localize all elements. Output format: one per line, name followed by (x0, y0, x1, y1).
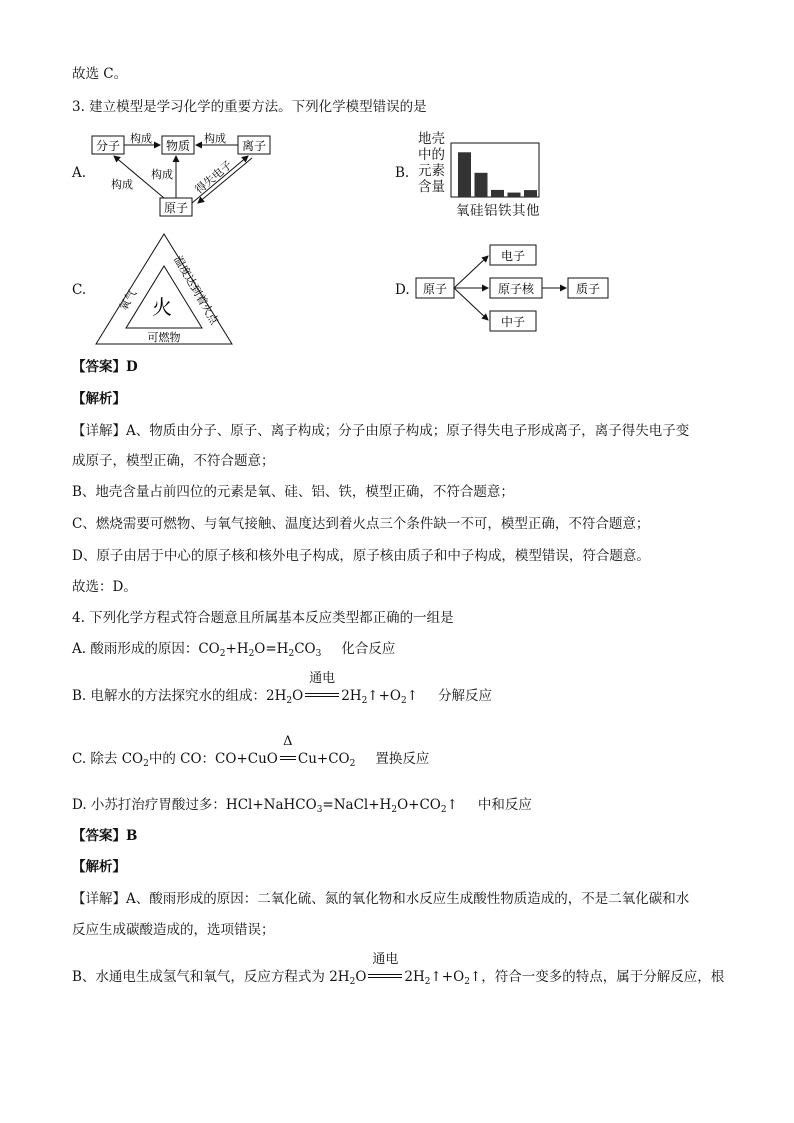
label-goucheng-4: 构成 (151, 168, 173, 181)
detail-3-line-3: B、地壳含量占前四位的元素是氧、硅、铝、铁，模型正确，不符合题意； (72, 484, 514, 500)
chart-ylabel-row: 元素 (418, 163, 445, 179)
detail-4-line-2: 反应生成碳酸造成的，选项错误； (72, 922, 275, 938)
question-4-stem: 4. 下列化学方程式符合题意且所属基本反应类型都正确的一组是 (72, 610, 454, 626)
node-lizi: 离子 (241, 139, 267, 153)
detail-4-line-3: B、水通电生成氢气和氧气，反应方程式为 $2H_2O$ 通电 $2H_2↑+O_2↑$，符合一变多的特点，属于分解反应，根 (72, 952, 725, 987)
fire-center-label: 火 (152, 295, 172, 319)
chart-ylabel-row: 含量 (418, 179, 445, 195)
label-goucheng-2: 构成 (204, 132, 226, 145)
analysis-4-heading: 【解析】 (72, 859, 126, 875)
temperature-side-label: 温度达到着火点 (171, 253, 221, 327)
option-c-letter: C. (72, 282, 87, 298)
option-4b: B. 电解水的方法探究水的组成：$2H_2O$ 通电 $2H_2↑+O_2↑$ 分解反应 (72, 671, 493, 706)
bar-硅 (475, 173, 488, 197)
option-4a: A. 酸雨形成的原因：$CO_2+H_2O=H_2CO_3$ 化合反应 (72, 641, 396, 659)
option-a-letter: A. (72, 165, 87, 181)
node-zhizi: 质子 (575, 282, 601, 296)
node-yuanzi: 原子 (163, 201, 189, 215)
label-deshi: 得失电子 (192, 158, 235, 197)
analysis-3-heading: 【解析】 (72, 391, 126, 407)
label-goucheng-1: 构成 (130, 132, 152, 145)
detail-3-line-5: D、原子由居于中心的原子核和核外电子构成，原子核由质子和中子构成，模型错误，符合题意。 (72, 548, 650, 564)
model-a-diagram (88, 130, 298, 222)
option-d-letter: D. (395, 282, 410, 298)
fuel-side-label: 可燃物 (147, 331, 181, 344)
chart-ylabel-row: 地壳 (418, 131, 445, 147)
chart-ylabel (418, 131, 448, 195)
answer-4: 【答案】B (72, 828, 138, 844)
fire-triangle-diagram (94, 232, 234, 346)
detail-3-line-1: 【详解】A、物质由分子、原子、离子构成；分子由原子构成；原子得失电子形成离子，离子得失电子变 (72, 423, 690, 439)
answer-3: 【答案】D (72, 359, 138, 375)
option-4c: C. 除去 $CO_2$中的 CO：CO+CuO Δ $Cu+CO_2$ 置换反应 (72, 734, 430, 769)
node-wuzhi: 物质 (165, 139, 191, 153)
atom-structure-diagram (412, 240, 612, 336)
question-3-stem: 3. 建立模型是学习化学的重要方法。下列化学模型错误的是 (72, 99, 427, 115)
node-yuanzihe: 原子核 (497, 282, 535, 296)
node-fenzi: 分子 (95, 139, 121, 153)
bar-其他 (524, 190, 537, 197)
detail-3-line-4: C、燃烧需要可燃物、与氧气接触、温度达到着火点三个条件缺一不可，模型正确，不符合题意； (72, 516, 650, 532)
detail-3-conclusion: 故选：D。 (72, 579, 137, 595)
node-dianzi: 电子 (500, 249, 526, 263)
bar-氧 (458, 152, 471, 197)
oxygen-side-label: 氧气 (116, 287, 140, 314)
crust-element-bar-chart (450, 142, 542, 200)
node-zhongzi: 中子 (500, 315, 526, 329)
bar-铁 (508, 193, 521, 197)
chart-ylabel-row: 中的 (418, 147, 445, 163)
bar-铝 (491, 190, 504, 197)
detail-4-line-1: 【详解】A、酸雨形成的原因：二氧化硫、氮的氧化物和水反应生成酸性物质造成的，不是二氧化碳和水 (72, 891, 690, 907)
option-b-letter: B. (395, 165, 410, 181)
prev-conclusion: 故选 C。 (72, 66, 128, 82)
detail-3-line-2: 成原子，模型正确，不符合题意； (72, 453, 275, 469)
option-4d: D. 小苏打治疗胃酸过多：$HCl+NaHCO_3=NaCl+H_2O+CO_2↑$ 中和反应 (72, 797, 532, 815)
label-goucheng-3: 构成 (111, 178, 133, 191)
chart-xlabels: 氧硅铝铁其他 (456, 203, 540, 219)
node-yuanzi-d: 原子 (422, 282, 448, 296)
